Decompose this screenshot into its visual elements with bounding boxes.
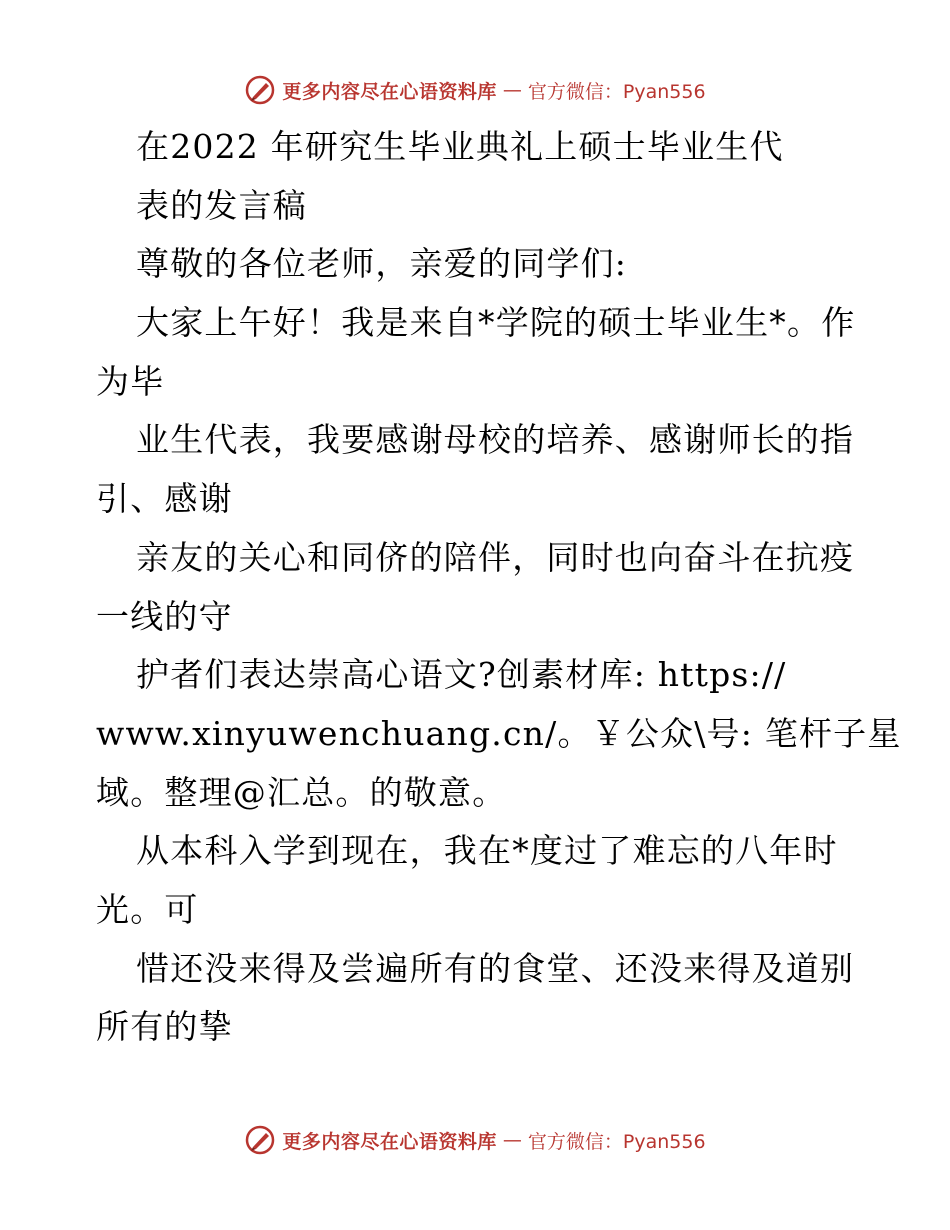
document-line: 惜还没来得及尝遍所有的食堂、还没来得及道别 <box>136 948 855 988</box>
document-line: www.xinyuwenchuang.cn/。￥公众\号: 笔杆子星 <box>96 713 902 753</box>
footer-dash: — <box>502 1129 522 1151</box>
document-line: 大家上午好！我是来自*学院的硕士毕业生*。作 <box>136 303 856 343</box>
document-line: 亲友的关心和同侪的陪伴，同时也向奋斗在抗疫 <box>136 537 855 577</box>
document-line: 域。整理@汇总。的敬意。 <box>96 772 507 812</box>
header-dash: — <box>502 79 522 101</box>
header-brand-text: 更多内容尽在心语资料库 <box>282 80 497 103</box>
footer-wechat-text: 官方微信：Pyan556 <box>527 1130 706 1153</box>
pen-logo-icon <box>244 1124 276 1156</box>
header-watermark-banner <box>0 68 950 112</box>
pen-logo-icon <box>244 74 276 106</box>
document-line: 一线的守 <box>96 596 233 636</box>
footer-watermark-banner <box>0 1118 950 1162</box>
document-body <box>96 118 902 1057</box>
document-line: 从本科入学到现在，我在*度过了难忘的八年时 <box>136 831 838 871</box>
document-line: 所有的挚 <box>96 1007 233 1047</box>
document-line: 业生代表，我要感谢母校的培养、感谢师长的指 <box>136 420 855 460</box>
footer-brand-text: 更多内容尽在心语资料库 <box>282 1130 497 1153</box>
document-line: 光。可 <box>96 889 199 929</box>
header-wechat-text: 官方微信：Pyan556 <box>527 80 706 103</box>
document-line: 表的发言稿 <box>136 185 307 225</box>
document-line: 引、感谢 <box>96 479 233 519</box>
document-line: 尊敬的各位老师，亲爱的同学们: <box>136 244 628 284</box>
document-line: 在2022 年研究生毕业典礼上硕士毕业生代 <box>136 127 784 166</box>
document-line: 为毕 <box>96 361 165 401</box>
document-line: 护者们表达崇高心语文?创素材库: https:// <box>136 655 787 695</box>
